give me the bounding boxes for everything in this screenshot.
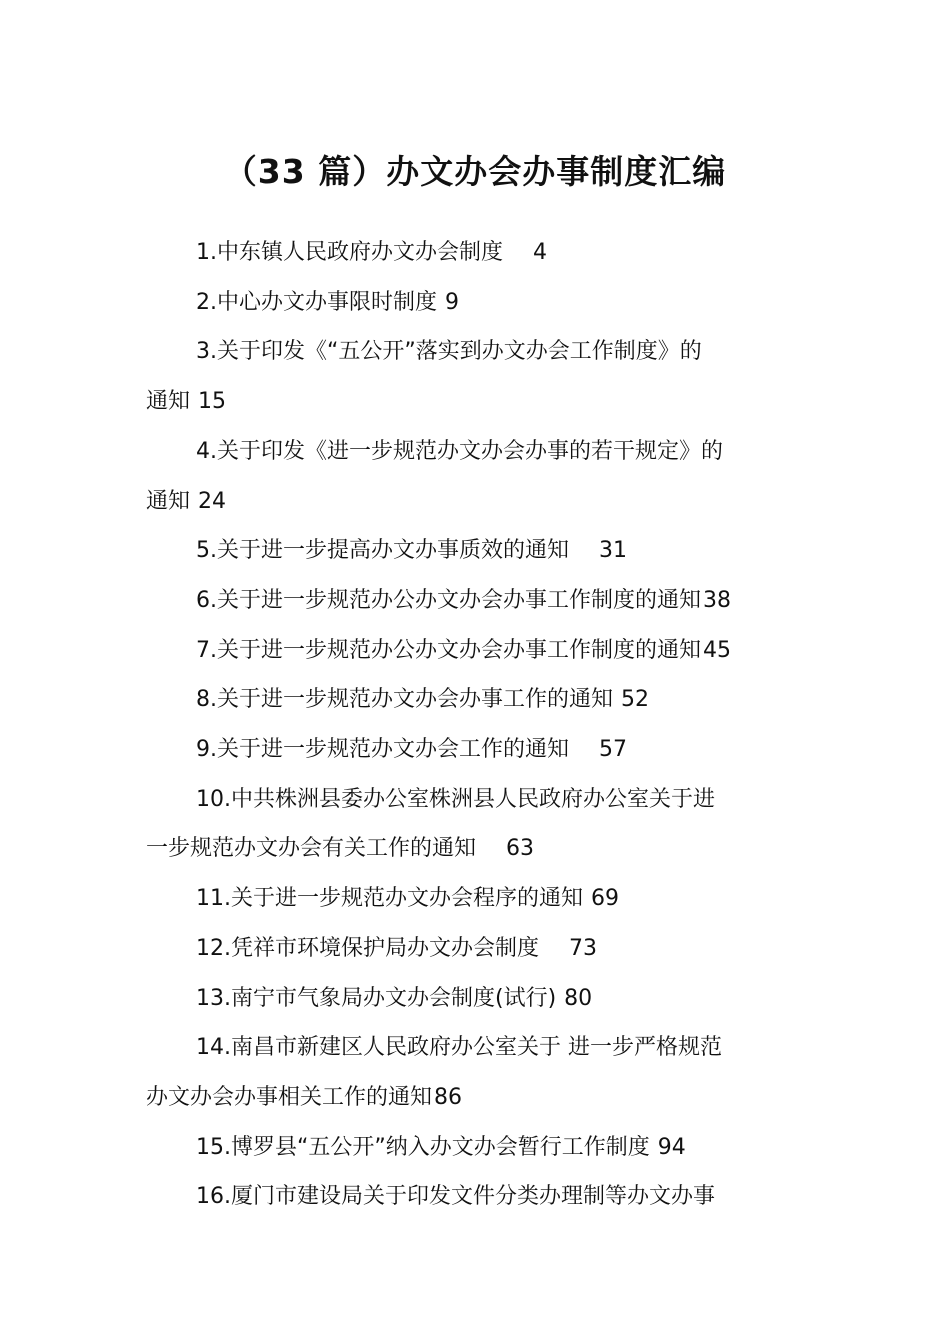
- toc-entry: [146, 775, 806, 874]
- toc-entry: [146, 1172, 806, 1222]
- toc-entry-title: 8.关于进一步规范办文办会办事工作的通知: [196, 687, 613, 713]
- toc-entry-title: 9.关于进一步规范办文办会工作的通知: [196, 737, 569, 763]
- toc-entry-title: 11.关于进一步规范办文办会程序的通知: [196, 886, 583, 912]
- document-title: （33 篇）办文办会办事制度汇编: [223, 152, 727, 192]
- toc-entry: [146, 427, 806, 526]
- toc-entry-text: 4.关于印发《进一步规范办文办会办事的若干规定》的: [196, 438, 723, 464]
- toc-entry-title: 2.中心办文办事限时制度: [196, 289, 437, 315]
- toc-entry: [146, 278, 806, 328]
- toc-entry-text: 14.南昌市新建区人民政府办公室关于 进一步严格规范: [196, 1035, 722, 1061]
- toc-entry-text: [146, 278, 806, 328]
- toc-page-number: 45: [703, 637, 731, 663]
- toc-page-number: 80: [564, 985, 593, 1011]
- toc-entry: [146, 924, 806, 974]
- toc-page-number: 69: [591, 886, 619, 912]
- toc-entry-text: [146, 626, 806, 676]
- toc-entry-title: 7.关于进一步规范办公办文办会办事工作制度的通知: [196, 637, 701, 663]
- toc-entry-text: [146, 924, 806, 974]
- toc-entry-text: 3.关于印发《“五公开”落实到办文办会工作制度》的: [196, 339, 702, 365]
- toc-entry: [146, 1123, 806, 1173]
- toc-entry: [146, 725, 806, 775]
- toc-page-number: 31: [599, 538, 627, 564]
- toc-page-number: 4: [533, 240, 547, 265]
- table-of-contents: [146, 228, 806, 1222]
- toc-entry-title: 办文办会办事相关工作的通知: [146, 1084, 433, 1110]
- toc-entry-text-continued: [146, 377, 806, 427]
- toc-entry-text-continued: [146, 824, 806, 874]
- toc-entry: [146, 626, 806, 676]
- toc-entry-text-continued: [146, 477, 806, 527]
- toc-page-number: 9: [445, 289, 459, 315]
- toc-page-number: 63: [506, 836, 535, 862]
- toc-entry: [146, 526, 806, 576]
- toc-entry-text: [146, 526, 806, 576]
- toc-entry-text: [146, 974, 806, 1024]
- toc-entry-text: 16.厦门市建设局关于印发文件分类办理制等办文办事: [196, 1184, 715, 1210]
- toc-page-number: 15: [198, 389, 227, 415]
- toc-entry-text: [146, 675, 806, 725]
- toc-entry: [146, 974, 806, 1024]
- toc-page-number: 73: [569, 935, 597, 961]
- toc-entry-text-continued: [146, 1073, 806, 1123]
- toc-page-number: 24: [198, 488, 227, 514]
- toc-entry: [146, 576, 806, 626]
- toc-entry: [146, 874, 806, 924]
- toc-entry-title: 6.关于进一步规范办公办文办会办事工作制度的通知: [196, 587, 701, 613]
- toc-entry-text: 10.中共株洲县委办公室株洲县人民政府办公室关于进: [196, 786, 715, 812]
- toc-page-number: 52: [621, 687, 649, 713]
- toc-entry-title: 通知: [146, 488, 191, 514]
- toc-entry: [146, 1023, 806, 1122]
- toc-entry: [146, 675, 806, 725]
- toc-entry-title: 通知: [146, 389, 191, 415]
- toc-page-number: 38: [703, 587, 731, 613]
- toc-entry: [146, 228, 806, 278]
- toc-entry-text: [146, 576, 806, 626]
- toc-entry: [146, 327, 806, 426]
- toc-entry-title: 1.中东镇人民政府办文办会制度: [196, 240, 503, 265]
- toc-entry-text: [146, 725, 806, 775]
- toc-entry-title: 15.博罗县“五公开”纳入办文办会暂行工作制度: [196, 1134, 650, 1160]
- toc-entry-title: 12.凭祥市环境保护局办文办会制度: [196, 935, 539, 961]
- toc-entry-title: 5.关于进一步提高办文办事质效的通知: [196, 538, 569, 564]
- toc-entry-text: [146, 228, 806, 278]
- toc-entry-title: 13.南宁市气象局办文办会制度(试行): [196, 985, 557, 1011]
- toc-page-number: 86: [434, 1084, 463, 1110]
- toc-page-number: 57: [599, 737, 627, 763]
- toc-page-number: 94: [657, 1134, 686, 1160]
- toc-entry-text: [146, 874, 806, 924]
- toc-entry-text: [146, 1123, 806, 1173]
- toc-entry-title: 一步规范办文办会有关工作的通知: [146, 836, 477, 862]
